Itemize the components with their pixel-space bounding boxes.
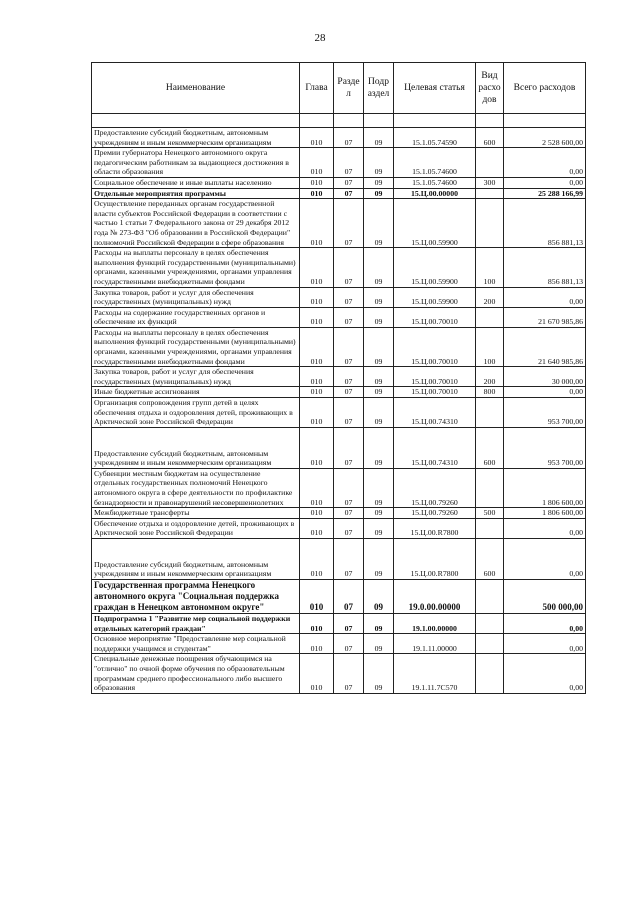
row-name: Предоставление субсидий бюджетным, автономным учреждениям и иным некоммерческим организациям bbox=[92, 128, 300, 148]
row-total: 953 700,00 bbox=[504, 427, 586, 468]
row-name: Специальные денежные поощрения обучающимся на "отлично" по очной форме обучения по образовательным программам среднего профессионального либо высшего образования bbox=[92, 654, 300, 693]
row-name: Расходы на содержание государственных органов и обеспечение их функций bbox=[92, 307, 300, 327]
table-row bbox=[92, 538, 586, 579]
spacer-cell bbox=[504, 114, 586, 128]
row-expense-type bbox=[476, 148, 504, 178]
row-name: Осуществление переданных органам государственной власти субъектов Российской Федерации в соответствии с частью 1 статьи 7 Федерального закона от 29 декабря 2012 года № 273-ФЗ "Об образовании в Российской Федерации" полномочий Российской Федерации в сфере образования bbox=[92, 199, 300, 248]
row-expense-type bbox=[476, 634, 504, 654]
row-chapter: 010 bbox=[300, 468, 334, 507]
row-target: 19.1.00.00000 bbox=[394, 613, 476, 633]
row-section: 07 bbox=[334, 468, 364, 507]
row-subsection: 09 bbox=[364, 327, 394, 366]
row-total: 0,00 bbox=[504, 287, 586, 307]
row-section: 07 bbox=[334, 307, 364, 327]
row-total: 500 000,00 bbox=[504, 579, 586, 613]
row-total: 953 700,00 bbox=[504, 398, 586, 428]
spacer-cell bbox=[364, 114, 394, 128]
row-subsection: 09 bbox=[364, 199, 394, 248]
row-total: 0,00 bbox=[504, 538, 586, 579]
row-expense-type bbox=[476, 307, 504, 327]
row-target: 19.1.11.00000 bbox=[394, 634, 476, 654]
row-expense-type: 200 bbox=[476, 287, 504, 307]
table-row bbox=[92, 398, 586, 428]
row-chapter: 010 bbox=[300, 613, 334, 633]
budget-table bbox=[91, 62, 586, 694]
header-row bbox=[92, 63, 586, 114]
page-number: 28 bbox=[314, 32, 326, 44]
row-target: 19.1.11.7С570 bbox=[394, 654, 476, 693]
row-target: 15.Ц.00.59900 bbox=[394, 199, 476, 248]
row-target: 15.Ц.00.00000 bbox=[394, 188, 476, 199]
row-section: 07 bbox=[334, 518, 364, 538]
table-row bbox=[92, 307, 586, 327]
row-expense-type: 600 bbox=[476, 128, 504, 148]
row-expense-type: 500 bbox=[476, 508, 504, 519]
row-expense-type: 600 bbox=[476, 427, 504, 468]
row-target: 15.Ц.00.70010 bbox=[394, 367, 476, 387]
row-name: Субвенции местным бюджетам на осуществление отдельных государственных полномочий Ненецкого автономного округа в сфере деятельности по профилактике безнадзорности и правонарушений несовершеннолетних bbox=[92, 468, 300, 507]
row-section: 07 bbox=[334, 654, 364, 693]
row-total: 1 806 600,00 bbox=[504, 468, 586, 507]
row-chapter: 010 bbox=[300, 654, 334, 693]
row-section: 07 bbox=[334, 579, 364, 613]
row-section: 07 bbox=[334, 538, 364, 579]
row-section: 07 bbox=[334, 427, 364, 468]
table-row bbox=[92, 367, 586, 387]
row-name: Организация сопровождения групп детей в целях обеспечения отдыха и оздоровления детей, проживающих в Арктической зоне Российской Федерации bbox=[92, 398, 300, 428]
spacer-cell bbox=[300, 114, 334, 128]
row-total: 0,00 bbox=[504, 634, 586, 654]
row-name: Расходы на выплаты персоналу в целях обеспечения выполнения функций государственными (муниципальными) органами, казенными учреждениями, органами управления государственными внебюджетными фондами bbox=[92, 248, 300, 287]
row-section: 07 bbox=[334, 248, 364, 287]
spacer-cell bbox=[476, 114, 504, 128]
row-target: 15.Ц.00.79260 bbox=[394, 468, 476, 507]
row-expense-type bbox=[476, 654, 504, 693]
row-chapter: 010 bbox=[300, 177, 334, 188]
table-row bbox=[92, 427, 586, 468]
table-row bbox=[92, 634, 586, 654]
row-subsection: 09 bbox=[364, 398, 394, 428]
row-subsection: 09 bbox=[364, 307, 394, 327]
row-chapter: 010 bbox=[300, 508, 334, 519]
row-total: 0,00 bbox=[504, 613, 586, 633]
row-target: 15.1.05.74590 bbox=[394, 128, 476, 148]
row-expense-type: 600 bbox=[476, 538, 504, 579]
row-total: 0,00 bbox=[504, 148, 586, 178]
row-subsection: 09 bbox=[364, 538, 394, 579]
row-total: 25 288 166,99 bbox=[504, 188, 586, 199]
row-expense-type bbox=[476, 188, 504, 199]
row-name: Премии губернатора Ненецкого автономного округа педагогическим работникам за выдающиеся достижения в области образования bbox=[92, 148, 300, 178]
row-subsection: 09 bbox=[364, 387, 394, 398]
row-subsection: 09 bbox=[364, 177, 394, 188]
row-subsection: 09 bbox=[364, 508, 394, 519]
row-target: 19.0.00.00000 bbox=[394, 579, 476, 613]
row-subsection: 09 bbox=[364, 579, 394, 613]
row-name: Межбюджетные трансферты bbox=[92, 508, 300, 519]
row-total: 21 640 985,86 bbox=[504, 327, 586, 366]
table-row bbox=[92, 128, 586, 148]
table-row bbox=[92, 148, 586, 178]
row-section: 07 bbox=[334, 287, 364, 307]
table-row bbox=[92, 654, 586, 693]
row-expense-type bbox=[476, 398, 504, 428]
col-chapter-header: Глава bbox=[300, 63, 334, 114]
row-name: Закупка товаров, работ и услуг для обеспечения государственных (муниципальных) нужд bbox=[92, 287, 300, 307]
row-chapter: 010 bbox=[300, 427, 334, 468]
row-name: Социальное обеспечение и иные выплаты населению bbox=[92, 177, 300, 188]
row-expense-type: 300 bbox=[476, 177, 504, 188]
row-total: 856 881,13 bbox=[504, 248, 586, 287]
col-target-header: Целевая статья bbox=[394, 63, 476, 114]
row-expense-type: 100 bbox=[476, 248, 504, 287]
row-target: 15.Ц.00.70010 bbox=[394, 307, 476, 327]
row-chapter: 010 bbox=[300, 148, 334, 178]
spacer-cell bbox=[92, 114, 300, 128]
row-section: 07 bbox=[334, 508, 364, 519]
row-chapter: 010 bbox=[300, 579, 334, 613]
row-subsection: 09 bbox=[364, 613, 394, 633]
row-section: 07 bbox=[334, 199, 364, 248]
row-chapter: 010 bbox=[300, 248, 334, 287]
row-section: 07 bbox=[334, 398, 364, 428]
row-name: Расходы на выплаты персоналу в целях обеспечения выполнения функций государственными (муниципальными) органами, казенными учреждениями, органами управления государственными внебюджетными фондами bbox=[92, 327, 300, 366]
row-name: Основное мероприятие "Предоставление мер социальной поддержки учащимся и студентам" bbox=[92, 634, 300, 654]
table-row bbox=[92, 613, 586, 633]
row-name: Государственная программа Ненецкого автономного округа "Социальная поддержка граждан в Ненецком автономном округе" bbox=[92, 579, 300, 613]
row-expense-type bbox=[476, 468, 504, 507]
spacer-cell bbox=[334, 114, 364, 128]
table-row bbox=[92, 508, 586, 519]
row-target: 15.1.05.74600 bbox=[394, 148, 476, 178]
row-section: 07 bbox=[334, 367, 364, 387]
row-chapter: 010 bbox=[300, 199, 334, 248]
row-subsection: 09 bbox=[364, 518, 394, 538]
row-chapter: 010 bbox=[300, 128, 334, 148]
row-subsection: 09 bbox=[364, 468, 394, 507]
row-expense-type bbox=[476, 613, 504, 633]
row-chapter: 010 bbox=[300, 327, 334, 366]
row-section: 07 bbox=[334, 177, 364, 188]
header-spacer-row bbox=[92, 114, 586, 128]
table-row bbox=[92, 518, 586, 538]
row-total: 30 000,00 bbox=[504, 367, 586, 387]
row-chapter: 010 bbox=[300, 518, 334, 538]
row-target: 15.Ц.00.59900 bbox=[394, 248, 476, 287]
row-section: 07 bbox=[334, 387, 364, 398]
row-section: 07 bbox=[334, 148, 364, 178]
row-total: 21 670 985,86 bbox=[504, 307, 586, 327]
col-subsection-header: Подр аздел bbox=[364, 63, 394, 114]
row-section: 07 bbox=[334, 128, 364, 148]
spacer-cell bbox=[394, 114, 476, 128]
row-section: 07 bbox=[334, 634, 364, 654]
row-expense-type: 100 bbox=[476, 327, 504, 366]
row-name: Иные бюджетные ассигнования bbox=[92, 387, 300, 398]
row-total: 2 528 600,00 bbox=[504, 128, 586, 148]
col-name-header: Наименование bbox=[92, 63, 300, 114]
table-row bbox=[92, 468, 586, 507]
row-subsection: 09 bbox=[364, 427, 394, 468]
row-expense-type bbox=[476, 518, 504, 538]
row-name: Предоставление субсидий бюджетным, автономным учреждениям и иным некоммерческим организациям bbox=[92, 427, 300, 468]
row-target: 15.Ц.00.74310 bbox=[394, 398, 476, 428]
budget-rows bbox=[92, 128, 586, 694]
row-expense-type bbox=[476, 579, 504, 613]
row-subsection: 09 bbox=[364, 634, 394, 654]
row-chapter: 010 bbox=[300, 307, 334, 327]
table-row bbox=[92, 579, 586, 613]
table-row bbox=[92, 248, 586, 287]
row-name: Отдельные мероприятия программы bbox=[92, 188, 300, 199]
row-section: 07 bbox=[334, 327, 364, 366]
row-subsection: 09 bbox=[364, 188, 394, 199]
row-subsection: 09 bbox=[364, 128, 394, 148]
row-total: 0,00 bbox=[504, 654, 586, 693]
table-row bbox=[92, 327, 586, 366]
row-target: 15.Ц.00.70010 bbox=[394, 387, 476, 398]
row-chapter: 010 bbox=[300, 634, 334, 654]
row-total: 0,00 bbox=[504, 177, 586, 188]
row-expense-type bbox=[476, 199, 504, 248]
row-name: Предоставление субсидий бюджетным, автономным учреждениям и иным некоммерческим организациям bbox=[92, 538, 300, 579]
row-expense-type: 200 bbox=[476, 367, 504, 387]
row-subsection: 09 bbox=[364, 367, 394, 387]
col-total-header: Всего расходов bbox=[504, 63, 586, 114]
row-chapter: 010 bbox=[300, 538, 334, 579]
row-subsection: 09 bbox=[364, 248, 394, 287]
row-section: 07 bbox=[334, 613, 364, 633]
table-row bbox=[92, 177, 586, 188]
table-row bbox=[92, 287, 586, 307]
row-chapter: 010 bbox=[300, 287, 334, 307]
table-row bbox=[92, 199, 586, 248]
row-target: 15.Ц.00.74310 bbox=[394, 427, 476, 468]
row-total: 0,00 bbox=[504, 387, 586, 398]
row-total: 1 806 600,00 bbox=[504, 508, 586, 519]
row-name: Подпрограмма 1 "Развитие мер социальной поддержки отдельных категорий граждан" bbox=[92, 613, 300, 633]
row-name: Обеспечение отдыха и оздоровление детей, проживающих в Арктической зоне Российской Федерации bbox=[92, 518, 300, 538]
row-target: 15.Ц.00.70010 bbox=[394, 327, 476, 366]
row-subsection: 09 bbox=[364, 148, 394, 178]
row-target: 15.Ц.00.79260 bbox=[394, 508, 476, 519]
row-chapter: 010 bbox=[300, 398, 334, 428]
row-target: 15.Ц.00.R7800 bbox=[394, 538, 476, 579]
row-chapter: 010 bbox=[300, 387, 334, 398]
row-expense-type: 800 bbox=[476, 387, 504, 398]
row-section: 07 bbox=[334, 188, 364, 199]
row-subsection: 09 bbox=[364, 654, 394, 693]
row-name: Закупка товаров, работ и услуг для обеспечения государственных (муниципальных) нужд bbox=[92, 367, 300, 387]
table-row bbox=[92, 188, 586, 199]
row-target: 15.Ц.00.59900 bbox=[394, 287, 476, 307]
row-target: 15.1.05.74600 bbox=[394, 177, 476, 188]
row-subsection: 09 bbox=[364, 287, 394, 307]
row-chapter: 010 bbox=[300, 188, 334, 199]
row-total: 856 881,13 bbox=[504, 199, 586, 248]
row-chapter: 010 bbox=[300, 367, 334, 387]
row-target: 15.Ц.00.R7800 bbox=[394, 518, 476, 538]
row-total: 0,00 bbox=[504, 518, 586, 538]
col-section-header: Разде л bbox=[334, 63, 364, 114]
col-expense-type-header: Вид расхо дов bbox=[476, 63, 504, 114]
table-row bbox=[92, 387, 586, 398]
